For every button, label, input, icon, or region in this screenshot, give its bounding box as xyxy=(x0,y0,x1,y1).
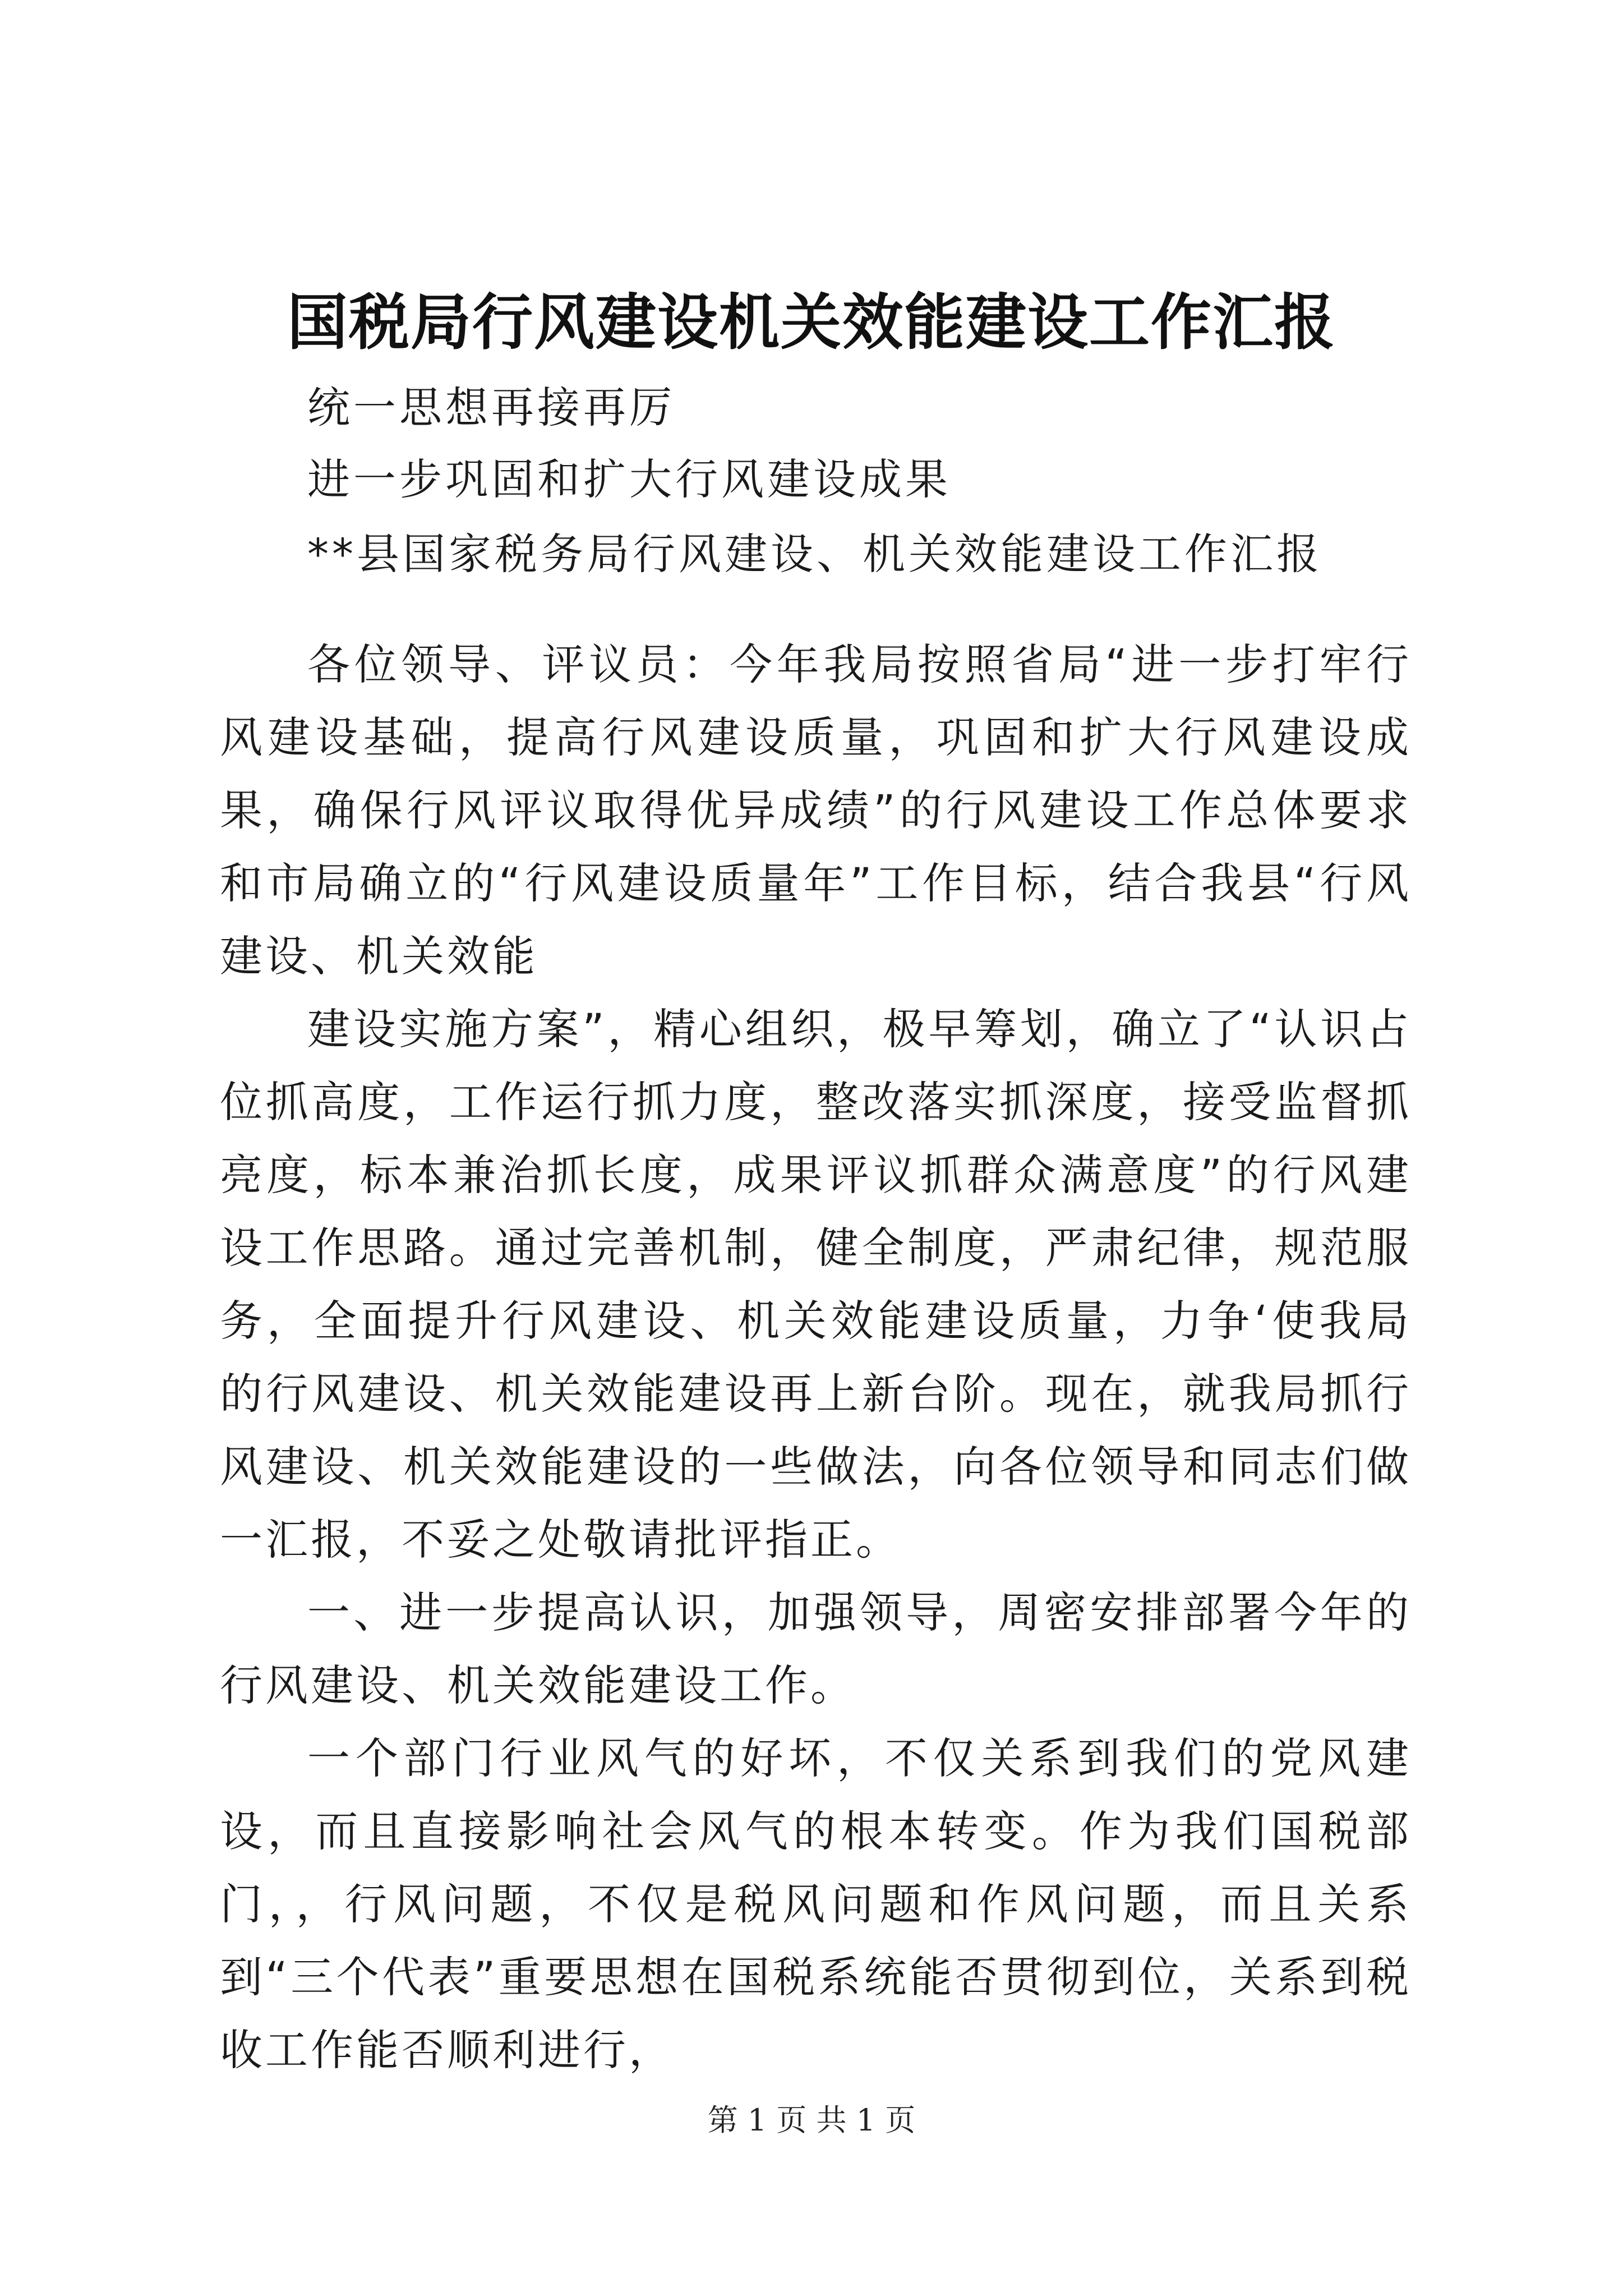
document-title: 国税局行风建设机关效能建设工作汇报 xyxy=(287,287,1336,358)
body-paragraph: 一个部门行业风气的好坏，不仅关系到我们的党风建设，而且直接影响社会风气的根本转变。作为我们国税部门，，行风问题，不仅是税风问题和作风问题，而且关系到“三个代表”重要思想在国税系统能否贯彻到位，关系到税收工作能否顺利进行， xyxy=(220,1733,1412,2075)
body-paragraph: 建设实施方案”，精心组织，极早筹划，确立了“认识占位抓高度，工作运行抓力度，整改落实抓深度，接受监督抓亮度，标本兼治抓长度，成果评议抓群众满意度”的行风建设工作思路。通过完善机制，健全制度，严肃纪律，规范服务，全面提升行风建设、机关效能建设质量，力争‘使我局的行风建设、机关效能建设再上新台阶。现在，就我局抓行风建设、机关效能建设的一些做法，向各位领导和同志们做一汇报，不妥之处敬请批评指正。 xyxy=(220,1004,1412,1565)
subtitle-line-3: **县国家税务局行风建设、机关效能建设工作汇报 xyxy=(307,529,1322,579)
document-body xyxy=(220,628,1412,2087)
subtitle-line-1: 统一思想再接再厉 xyxy=(307,383,675,432)
page-footer: 第 1 页 共 1 页 xyxy=(707,2102,916,2138)
subtitle-line-2: 进一步巩固和扩大行风建设成果 xyxy=(307,454,951,504)
body-paragraph: 各位领导、评议员：今年我局按照省局“进一步打牢行风建设基础，提高行风建设质量，巩固和扩大行风建设成果，确保行风评议取得优异成绩”的行风建设工作总体要求和市局确立的“行风建设质量年”工作目标，结合我县“行风建设、机关效能 xyxy=(220,639,1412,981)
body-paragraph: 一、进一步提高认识，加强领导，周密安排部署今年的行风建设、机关效能建设工作。 xyxy=(220,1588,1412,1710)
